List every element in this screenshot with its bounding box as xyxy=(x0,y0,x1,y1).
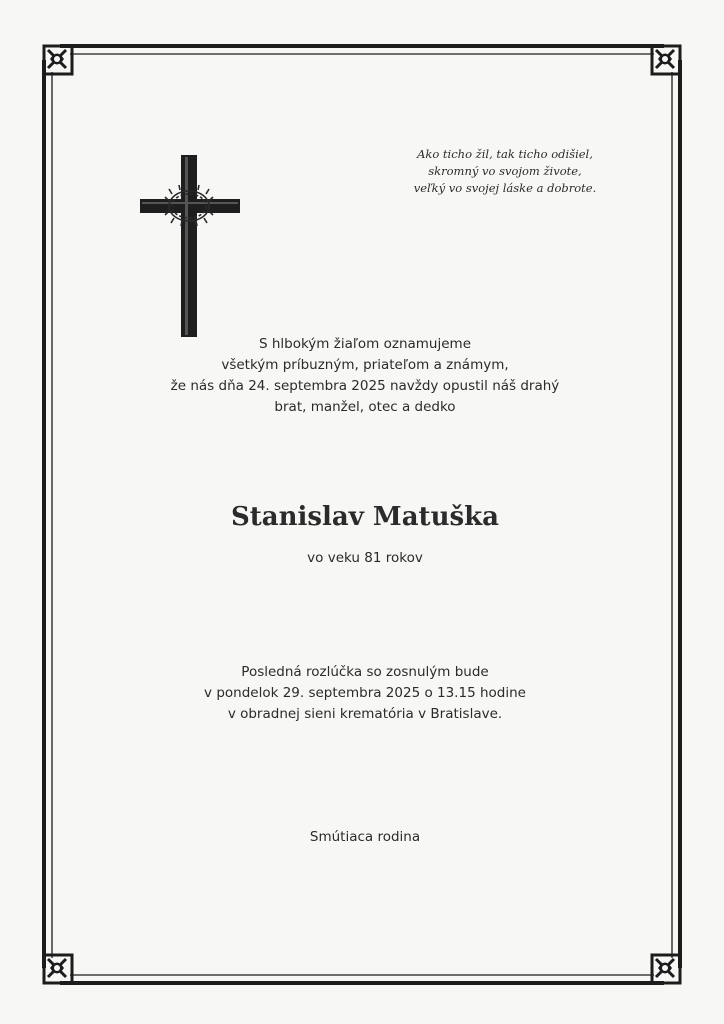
announcement-line: že nás dňa 24. septembra 2025 navždy opustil náš drahý xyxy=(170,378,560,394)
corner-bottom-right-icon xyxy=(652,955,680,983)
corner-bottom-left-icon xyxy=(44,955,72,983)
quote-line: skromný vo svojom živote, xyxy=(428,164,582,178)
memorial-quote xyxy=(370,146,640,197)
cross-icon xyxy=(138,155,242,337)
funeral-line: v obradnej sieni krematória v Bratislave. xyxy=(227,706,503,722)
quote-line: Ako ticho žil, tak ticho odišiel, xyxy=(417,147,593,161)
family-signature: Smútiaca rodina xyxy=(309,829,421,845)
quote-line: veľký vo svojej láske a dobrote. xyxy=(413,181,597,195)
funeral-line: v pondelok 29. septembra 2025 o 13.15 hodine xyxy=(204,685,526,701)
announcement-line: S hlbokým žiaľom oznamujeme xyxy=(258,336,472,352)
announcement-text xyxy=(100,334,630,418)
funeral-details xyxy=(100,662,630,725)
deceased-name: Stanislav Matuška xyxy=(231,502,499,532)
deceased-age: vo veku 81 rokov xyxy=(307,550,423,566)
corner-top-left-icon xyxy=(44,46,72,74)
corner-top-right-icon xyxy=(652,46,680,74)
funeral-line: Posledná rozlúčka so zosnulým bude xyxy=(241,664,489,680)
announcement-line: brat, manžel, otec a dedko xyxy=(274,399,456,415)
announcement-line: všetkým príbuzným, priateľom a známym, xyxy=(221,357,509,373)
